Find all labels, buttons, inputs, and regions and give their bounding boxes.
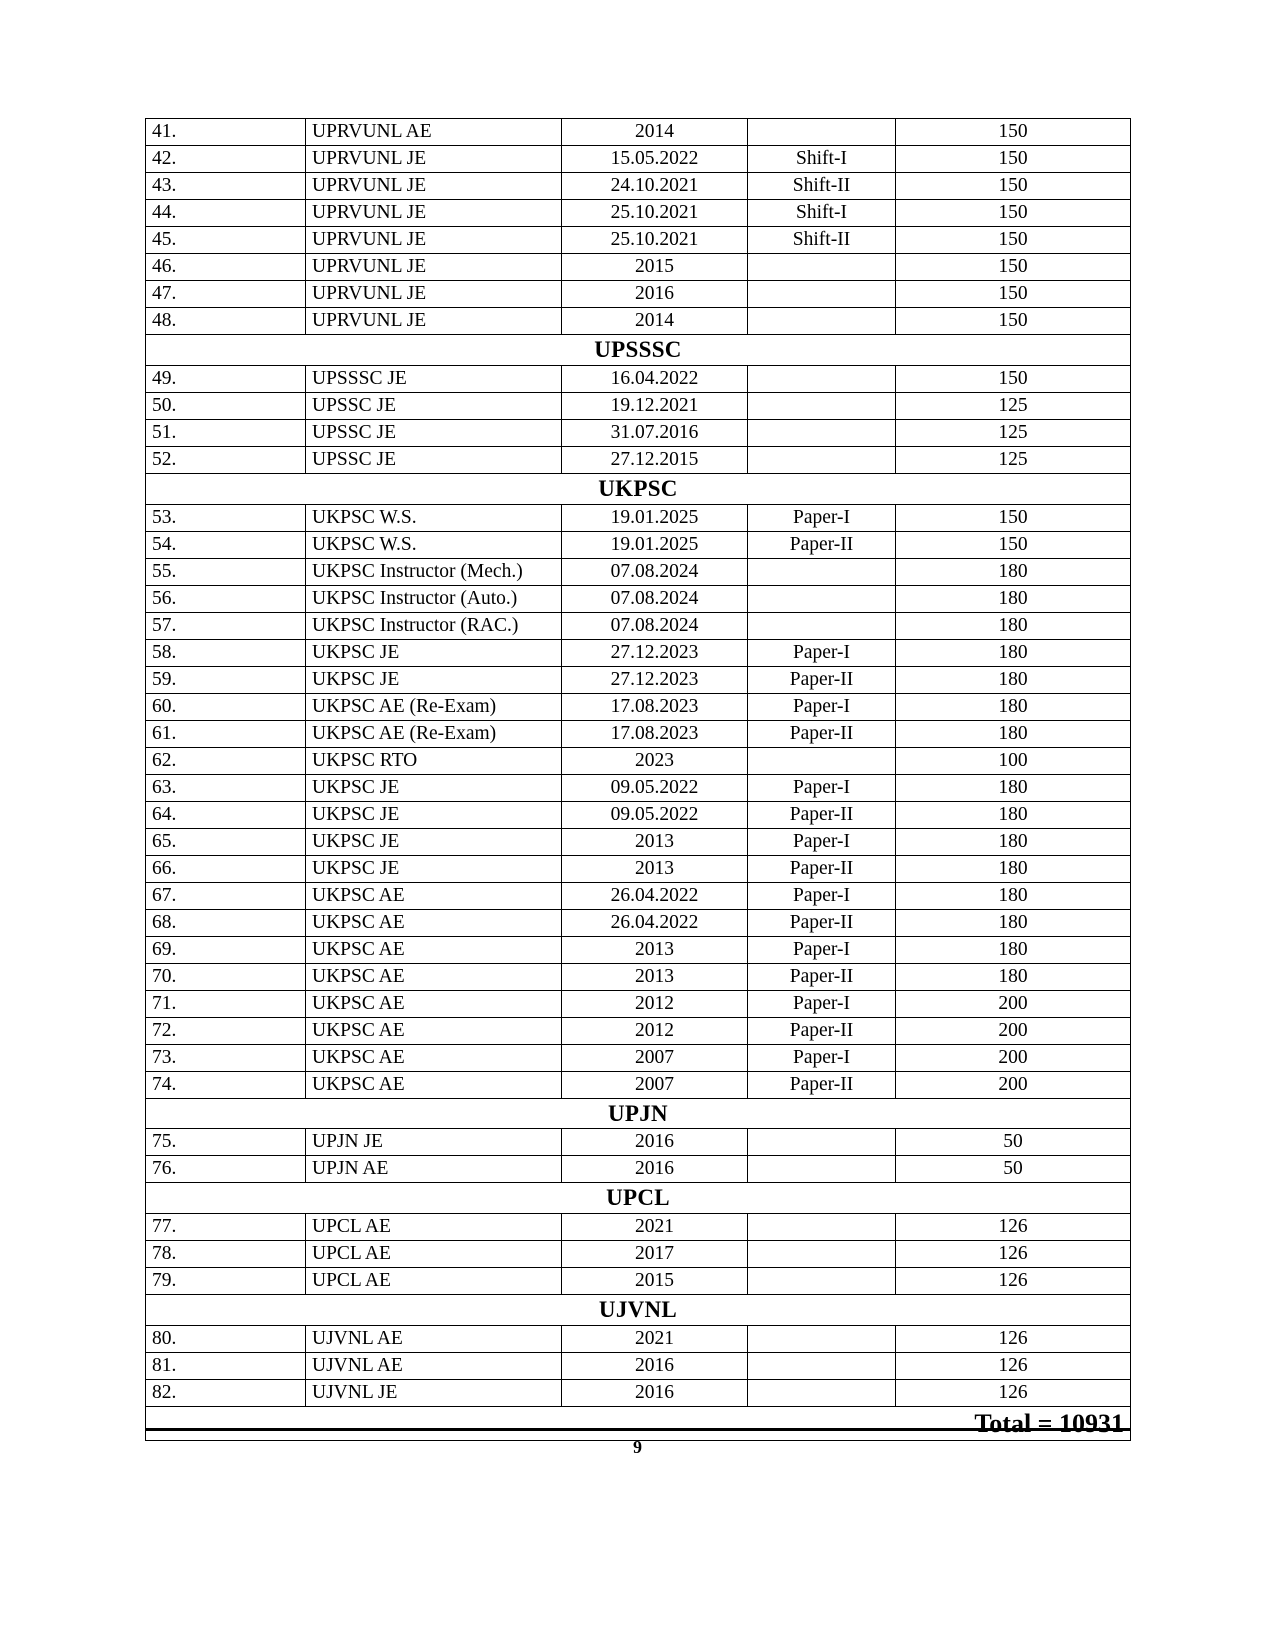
table-row [146,308,1131,335]
cell-serial-number: 60. [146,693,306,720]
cell-exam-name: UKPSC AE [306,963,562,990]
cell-shift: Paper-I [748,639,896,666]
cell-exam-date: 2016 [562,1352,748,1379]
cell-marks: 126 [896,1352,1131,1379]
cell-serial-number: 55. [146,558,306,585]
cell-exam-name: UKPSC JE [306,639,562,666]
table-row [146,173,1131,200]
cell-serial-number: 41. [146,119,306,146]
table-row [146,909,1131,936]
cell-exam-date: 2013 [562,936,748,963]
table-row [146,720,1131,747]
cell-marks: 180 [896,963,1131,990]
cell-shift [748,1129,896,1156]
table-row [146,281,1131,308]
cell-exam-name: UKPSC W.S. [306,504,562,531]
table-row [146,963,1131,990]
cell-exam-date: 2007 [562,1071,748,1098]
section-title: UKPSC [146,473,1131,504]
cell-serial-number: 46. [146,254,306,281]
cell-marks: 200 [896,1017,1131,1044]
cell-serial-number: 44. [146,200,306,227]
section-title: UPSSSC [146,335,1131,366]
table-row [146,1352,1131,1379]
cell-serial-number: 82. [146,1379,306,1406]
cell-exam-name: UKPSC AE (Re-Exam) [306,693,562,720]
section-title: UJVNL [146,1295,1131,1326]
cell-serial-number: 45. [146,227,306,254]
cell-shift [748,1241,896,1268]
cell-marks: 150 [896,504,1131,531]
exam-list-table [145,118,1131,1441]
cell-serial-number: 73. [146,1044,306,1071]
cell-exam-date: 19.01.2025 [562,504,748,531]
cell-exam-name: UPSSSC JE [306,365,562,392]
cell-exam-name: UPSSC JE [306,446,562,473]
cell-exam-name: UPRVUNL JE [306,200,562,227]
cell-exam-name: UJVNL JE [306,1379,562,1406]
cell-marks: 100 [896,747,1131,774]
cell-exam-date: 2013 [562,963,748,990]
cell-serial-number: 43. [146,173,306,200]
cell-serial-number: 63. [146,774,306,801]
table-row [146,693,1131,720]
table-row [146,254,1131,281]
cell-exam-date: 09.05.2022 [562,774,748,801]
cell-marks: 126 [896,1268,1131,1295]
cell-exam-date: 2015 [562,1268,748,1295]
cell-exam-name: UPRVUNL JE [306,146,562,173]
cell-exam-name: UKPSC JE [306,828,562,855]
cell-marks: 180 [896,666,1131,693]
cell-exam-name: UPSSC JE [306,392,562,419]
cell-exam-date: 07.08.2024 [562,558,748,585]
cell-marks: 180 [896,774,1131,801]
section-header-row [146,473,1131,504]
footer-divider [145,1428,1130,1431]
cell-exam-date: 24.10.2021 [562,173,748,200]
table-row [146,1241,1131,1268]
cell-exam-name: UPRVUNL JE [306,281,562,308]
cell-exam-date: 2013 [562,828,748,855]
cell-exam-date: 19.12.2021 [562,392,748,419]
cell-exam-date: 2013 [562,855,748,882]
cell-exam-name: UPCL AE [306,1268,562,1295]
cell-shift: Paper-I [748,828,896,855]
section-header-row [146,1098,1131,1129]
cell-exam-date: 15.05.2022 [562,146,748,173]
cell-serial-number: 70. [146,963,306,990]
cell-marks: 150 [896,308,1131,335]
cell-exam-date: 27.12.2015 [562,446,748,473]
table-row [146,365,1131,392]
cell-exam-date: 25.10.2021 [562,200,748,227]
table-row [146,855,1131,882]
cell-exam-name: UKPSC AE [306,936,562,963]
cell-marks: 150 [896,227,1131,254]
cell-exam-date: 17.08.2023 [562,720,748,747]
cell-shift: Paper-I [748,1044,896,1071]
cell-marks: 180 [896,639,1131,666]
cell-shift: Paper-II [748,801,896,828]
table-row [146,1017,1131,1044]
cell-serial-number: 72. [146,1017,306,1044]
cell-serial-number: 68. [146,909,306,936]
cell-exam-date: 26.04.2022 [562,882,748,909]
cell-exam-date: 2014 [562,119,748,146]
table-row [146,1325,1131,1352]
table-row [146,392,1131,419]
cell-exam-name: UKPSC AE [306,1071,562,1098]
cell-marks: 180 [896,693,1131,720]
table-row [146,639,1131,666]
cell-exam-date: 2017 [562,1241,748,1268]
cell-marks: 180 [896,801,1131,828]
cell-serial-number: 47. [146,281,306,308]
table-row [146,774,1131,801]
table-row [146,1268,1131,1295]
section-header-row [146,335,1131,366]
cell-exam-date: 2007 [562,1044,748,1071]
cell-marks: 150 [896,200,1131,227]
cell-shift: Paper-II [748,855,896,882]
cell-serial-number: 54. [146,531,306,558]
cell-shift: Paper-II [748,531,896,558]
cell-shift: Shift-I [748,146,896,173]
cell-marks: 180 [896,720,1131,747]
cell-serial-number: 52. [146,446,306,473]
cell-shift: Shift-II [748,227,896,254]
cell-shift: Paper-I [748,693,896,720]
cell-exam-date: 2023 [562,747,748,774]
table-row [146,1044,1131,1071]
cell-shift [748,1325,896,1352]
cell-marks: 150 [896,254,1131,281]
cell-shift: Paper-II [748,1017,896,1044]
cell-marks: 180 [896,558,1131,585]
cell-serial-number: 75. [146,1129,306,1156]
cell-serial-number: 61. [146,720,306,747]
cell-exam-name: UKPSC AE [306,909,562,936]
table-row [146,1379,1131,1406]
cell-exam-date: 25.10.2021 [562,227,748,254]
section-title: UPCL [146,1183,1131,1214]
cell-marks: 125 [896,392,1131,419]
cell-exam-name: UPCL AE [306,1241,562,1268]
table-row [146,558,1131,585]
section-header-row [146,1295,1131,1326]
cell-shift [748,119,896,146]
cell-serial-number: 76. [146,1156,306,1183]
cell-exam-date: 2021 [562,1325,748,1352]
cell-exam-name: UKPSC AE [306,1017,562,1044]
cell-shift [748,1379,896,1406]
cell-marks: 150 [896,119,1131,146]
table-row [146,828,1131,855]
cell-shift: Paper-I [748,774,896,801]
cell-serial-number: 42. [146,146,306,173]
cell-exam-date: 26.04.2022 [562,909,748,936]
cell-serial-number: 81. [146,1352,306,1379]
cell-shift: Paper-I [748,936,896,963]
cell-serial-number: 78. [146,1241,306,1268]
cell-marks: 180 [896,882,1131,909]
cell-shift: Paper-I [748,990,896,1017]
table-row [146,419,1131,446]
cell-shift: Paper-II [748,720,896,747]
cell-exam-date: 2015 [562,254,748,281]
cell-serial-number: 62. [146,747,306,774]
cell-marks: 150 [896,281,1131,308]
table-row [146,119,1131,146]
cell-marks: 200 [896,1071,1131,1098]
table-row [146,1156,1131,1183]
cell-exam-name: UPRVUNL AE [306,119,562,146]
cell-exam-date: 16.04.2022 [562,365,748,392]
cell-shift: Paper-I [748,882,896,909]
cell-marks: 180 [896,828,1131,855]
cell-exam-name: UKPSC JE [306,666,562,693]
table-row [146,446,1131,473]
cell-shift: Paper-II [748,963,896,990]
cell-exam-name: UPRVUNL JE [306,173,562,200]
cell-shift: Paper-II [748,909,896,936]
cell-marks: 150 [896,146,1131,173]
cell-exam-name: UJVNL AE [306,1352,562,1379]
cell-marks: 150 [896,365,1131,392]
page-number: 9 [633,1437,642,1457]
cell-serial-number: 64. [146,801,306,828]
cell-marks: 180 [896,855,1131,882]
cell-exam-name: UKPSC JE [306,801,562,828]
cell-marks: 180 [896,612,1131,639]
cell-marks: 150 [896,531,1131,558]
table-row [146,200,1131,227]
cell-serial-number: 48. [146,308,306,335]
cell-exam-name: UPRVUNL JE [306,227,562,254]
cell-shift [748,392,896,419]
cell-exam-name: UPSSC JE [306,419,562,446]
cell-serial-number: 58. [146,639,306,666]
cell-marks: 200 [896,990,1131,1017]
cell-exam-name: UKPSC Instructor (Mech.) [306,558,562,585]
cell-exam-date: 2012 [562,990,748,1017]
cell-marks: 50 [896,1156,1131,1183]
table-row [146,1129,1131,1156]
cell-exam-name: UKPSC AE (Re-Exam) [306,720,562,747]
cell-marks: 180 [896,909,1131,936]
cell-shift [748,308,896,335]
table-row [146,936,1131,963]
cell-shift: Shift-I [748,200,896,227]
table-row [146,585,1131,612]
cell-exam-name: UPJN AE [306,1156,562,1183]
cell-marks: 150 [896,173,1131,200]
cell-shift: Shift-II [748,173,896,200]
cell-marks: 180 [896,585,1131,612]
cell-exam-date: 2021 [562,1214,748,1241]
table-row [146,882,1131,909]
cell-exam-name: UKPSC W.S. [306,531,562,558]
cell-serial-number: 80. [146,1325,306,1352]
cell-exam-name: UJVNL AE [306,1325,562,1352]
cell-serial-number: 66. [146,855,306,882]
cell-shift [748,585,896,612]
cell-marks: 180 [896,936,1131,963]
cell-serial-number: 69. [146,936,306,963]
cell-serial-number: 56. [146,585,306,612]
cell-marks: 126 [896,1379,1131,1406]
cell-serial-number: 51. [146,419,306,446]
cell-exam-name: UKPSC JE [306,774,562,801]
cell-exam-date: 17.08.2023 [562,693,748,720]
table-row [146,801,1131,828]
cell-exam-date: 2012 [562,1017,748,1044]
cell-exam-date: 2016 [562,281,748,308]
cell-exam-name: UPJN JE [306,1129,562,1156]
cell-marks: 200 [896,1044,1131,1071]
table-row [146,990,1131,1017]
section-title: UPJN [146,1098,1131,1129]
cell-exam-date: 07.08.2024 [562,585,748,612]
cell-serial-number: 49. [146,365,306,392]
cell-serial-number: 79. [146,1268,306,1295]
cell-marks: 50 [896,1129,1131,1156]
cell-exam-name: UPCL AE [306,1214,562,1241]
cell-exam-date: 19.01.2025 [562,531,748,558]
cell-shift [748,1352,896,1379]
cell-exam-name: UPRVUNL JE [306,254,562,281]
cell-serial-number: 67. [146,882,306,909]
cell-shift: Paper-I [748,504,896,531]
cell-shift [748,612,896,639]
cell-exam-name: UKPSC AE [306,990,562,1017]
table-row [146,1071,1131,1098]
cell-exam-date: 2016 [562,1379,748,1406]
cell-serial-number: 59. [146,666,306,693]
cell-shift: Paper-II [748,666,896,693]
cell-exam-name: UKPSC RTO [306,747,562,774]
table-row [146,227,1131,254]
cell-marks: 126 [896,1214,1131,1241]
cell-serial-number: 57. [146,612,306,639]
cell-exam-name: UKPSC AE [306,882,562,909]
cell-exam-name: UKPSC JE [306,855,562,882]
cell-shift [748,1214,896,1241]
cell-serial-number: 53. [146,504,306,531]
cell-shift: Paper-II [748,1071,896,1098]
cell-shift [748,365,896,392]
cell-shift [748,558,896,585]
cell-shift [748,1268,896,1295]
section-header-row [146,1183,1131,1214]
cell-exam-date: 07.08.2024 [562,612,748,639]
table-row [146,146,1131,173]
total-row [146,1406,1131,1440]
cell-marks: 126 [896,1241,1131,1268]
cell-serial-number: 74. [146,1071,306,1098]
cell-marks: 126 [896,1325,1131,1352]
cell-shift [748,419,896,446]
cell-exam-date: 27.12.2023 [562,639,748,666]
cell-serial-number: 71. [146,990,306,1017]
cell-exam-date: 2016 [562,1156,748,1183]
cell-shift [748,254,896,281]
total-value: Total = 10931 [146,1406,1131,1440]
table-row [146,612,1131,639]
table-body [146,119,1131,1441]
cell-exam-name: UKPSC Instructor (Auto.) [306,585,562,612]
cell-marks: 125 [896,446,1131,473]
cell-exam-date: 2016 [562,1129,748,1156]
cell-exam-date: 2014 [562,308,748,335]
cell-serial-number: 65. [146,828,306,855]
table-row [146,666,1131,693]
cell-exam-name: UKPSC Instructor (RAC.) [306,612,562,639]
cell-serial-number: 77. [146,1214,306,1241]
table-row [146,747,1131,774]
cell-shift [748,1156,896,1183]
cell-serial-number: 50. [146,392,306,419]
cell-exam-date: 27.12.2023 [562,666,748,693]
cell-exam-name: UPRVUNL JE [306,308,562,335]
cell-exam-name: UKPSC AE [306,1044,562,1071]
cell-shift [748,446,896,473]
cell-marks: 125 [896,419,1131,446]
cell-exam-date: 31.07.2016 [562,419,748,446]
table-row [146,504,1131,531]
table-row [146,1214,1131,1241]
table-row [146,531,1131,558]
cell-exam-date: 09.05.2022 [562,801,748,828]
cell-shift [748,281,896,308]
cell-shift [748,747,896,774]
